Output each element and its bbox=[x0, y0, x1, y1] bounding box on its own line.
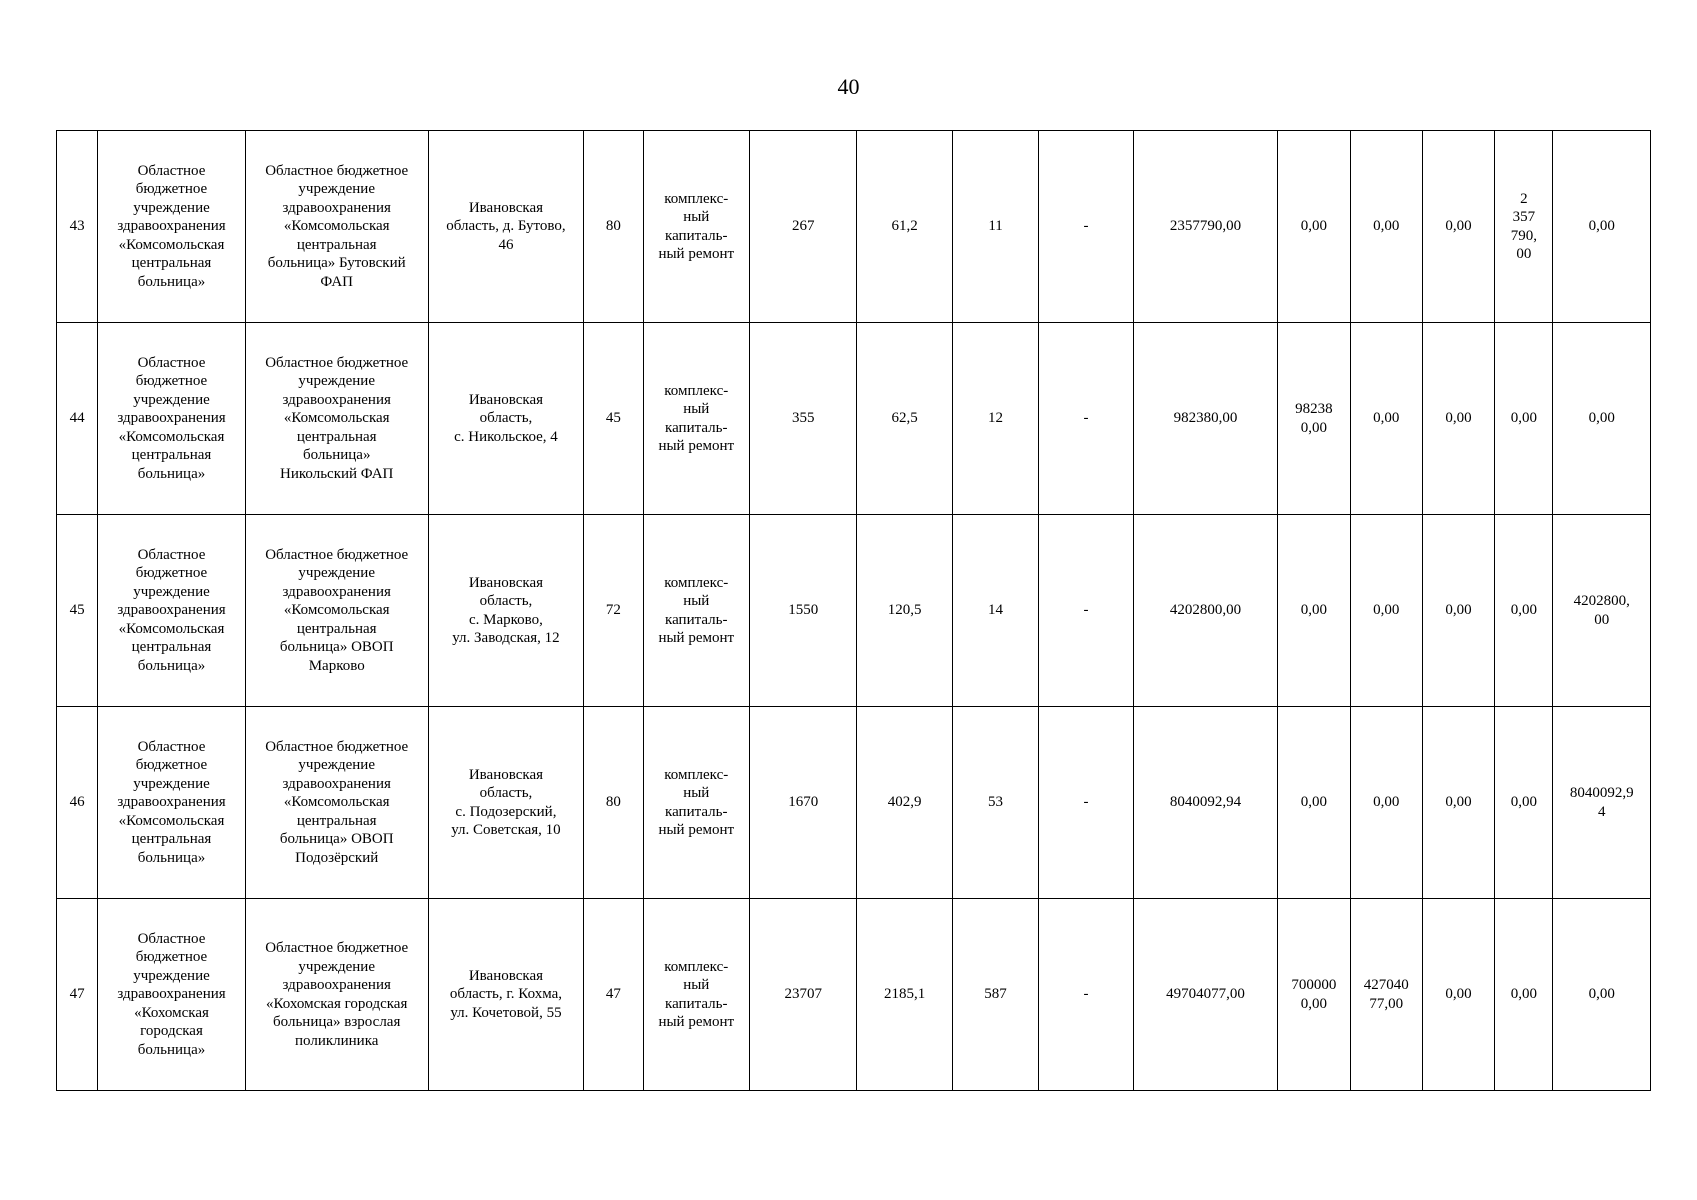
cell-num: 45 bbox=[57, 515, 98, 707]
table-row bbox=[57, 131, 1651, 323]
cell-object: Областное бюджетное учреждение здравоохранения «Комсомольская центральная больница» Никольский ФАП bbox=[245, 323, 428, 515]
cell-col7: 1670 bbox=[749, 707, 856, 899]
cell-organization: Областное бюджетное учреждение здравоохранения «Комсомольская центральная больница» bbox=[98, 515, 246, 707]
cell-object: Областное бюджетное учреждение здравоохранения «Комсомольская центральная больница» ОВОП Подозёрский bbox=[245, 707, 428, 899]
cell-col10: - bbox=[1039, 131, 1133, 323]
cell-col8: 61,2 bbox=[857, 131, 952, 323]
cell-col10: - bbox=[1039, 323, 1133, 515]
cell-organization: Областное бюджетное учреждение здравоохранения «Комсомольская центральная больница» bbox=[98, 323, 246, 515]
cell-col10: - bbox=[1039, 515, 1133, 707]
cell-col16: 8040092,9 4 bbox=[1553, 707, 1651, 899]
cell-col8: 120,5 bbox=[857, 515, 952, 707]
cell-work-type: комплекс- ный капиталь- ный ремонт bbox=[643, 323, 749, 515]
cell-col14: 0,00 bbox=[1422, 707, 1494, 899]
cell-address: Ивановская область, г. Кохма, ул. Кочетовой, 55 bbox=[428, 899, 584, 1091]
cell-address: Ивановская область, с. Никольское, 4 bbox=[428, 323, 584, 515]
cell-work-type: комплекс- ный капиталь- ный ремонт bbox=[643, 707, 749, 899]
cell-total: 982380,00 bbox=[1133, 323, 1278, 515]
cell-col15: 0,00 bbox=[1495, 515, 1553, 707]
cell-object: Областное бюджетное учреждение здравоохранения «Комсомольская центральная больница» Бутовский ФАП bbox=[245, 131, 428, 323]
cell-col12: 700000 0,00 bbox=[1278, 899, 1350, 1091]
cell-col15: 0,00 bbox=[1495, 323, 1553, 515]
cell-col9: 14 bbox=[952, 515, 1038, 707]
cell-col8: 402,9 bbox=[857, 707, 952, 899]
cell-num: 44 bbox=[57, 323, 98, 515]
cell-col14: 0,00 bbox=[1422, 323, 1494, 515]
cell-col16: 0,00 bbox=[1553, 323, 1651, 515]
cell-col9: 53 bbox=[952, 707, 1038, 899]
cell-col9: 12 bbox=[952, 323, 1038, 515]
table-row bbox=[57, 707, 1651, 899]
cell-col5: 80 bbox=[584, 131, 643, 323]
cell-col15: 0,00 bbox=[1495, 899, 1553, 1091]
cell-work-type: комплекс- ный капиталь- ный ремонт bbox=[643, 515, 749, 707]
page-number: 40 bbox=[837, 74, 860, 99]
objects-table bbox=[56, 130, 1651, 1091]
cell-object: Областное бюджетное учреждение здравоохранения «Комсомольская центральная больница» ОВОП Марково bbox=[245, 515, 428, 707]
cell-total: 2357790,00 bbox=[1133, 131, 1278, 323]
cell-col14: 0,00 bbox=[1422, 131, 1494, 323]
cell-address: Ивановская область, д. Бутово, 46 bbox=[428, 131, 584, 323]
cell-organization: Областное бюджетное учреждение здравоохранения «Кохомская городская больница» bbox=[98, 899, 246, 1091]
cell-num: 47 bbox=[57, 899, 98, 1091]
cell-col10: - bbox=[1039, 707, 1133, 899]
cell-col15: 2 357 790, 00 bbox=[1495, 131, 1553, 323]
cell-col12: 0,00 bbox=[1278, 131, 1350, 323]
cell-col5: 80 bbox=[584, 707, 643, 899]
cell-col16: 4202800, 00 bbox=[1553, 515, 1651, 707]
cell-col12: 0,00 bbox=[1278, 707, 1350, 899]
cell-col5: 47 bbox=[584, 899, 643, 1091]
cell-col5: 72 bbox=[584, 515, 643, 707]
cell-organization: Областное бюджетное учреждение здравоохранения «Комсомольская центральная больница» bbox=[98, 131, 246, 323]
cell-col7: 267 bbox=[749, 131, 856, 323]
cell-address: Ивановская область, с. Подозерский, ул. Советская, 10 bbox=[428, 707, 584, 899]
cell-total: 4202800,00 bbox=[1133, 515, 1278, 707]
cell-col12: 0,00 bbox=[1278, 515, 1350, 707]
cell-col13: 0,00 bbox=[1350, 323, 1422, 515]
cell-col5: 45 bbox=[584, 323, 643, 515]
cell-col9: 587 bbox=[952, 899, 1038, 1091]
cell-col13: 0,00 bbox=[1350, 515, 1422, 707]
cell-col16: 0,00 bbox=[1553, 131, 1651, 323]
cell-num: 43 bbox=[57, 131, 98, 323]
table-row bbox=[57, 515, 1651, 707]
cell-col14: 0,00 bbox=[1422, 899, 1494, 1091]
cell-col15: 0,00 bbox=[1495, 707, 1553, 899]
cell-work-type: комплекс- ный капиталь- ный ремонт bbox=[643, 131, 749, 323]
cell-col16: 0,00 bbox=[1553, 899, 1651, 1091]
table-row bbox=[57, 899, 1651, 1091]
table-row bbox=[57, 323, 1651, 515]
cell-col13: 427040 77,00 bbox=[1350, 899, 1422, 1091]
cell-col7: 23707 bbox=[749, 899, 856, 1091]
cell-col7: 355 bbox=[749, 323, 856, 515]
cell-col10: - bbox=[1039, 899, 1133, 1091]
cell-organization: Областное бюджетное учреждение здравоохранения «Комсомольская центральная больница» bbox=[98, 707, 246, 899]
cell-total: 8040092,94 bbox=[1133, 707, 1278, 899]
cell-col7: 1550 bbox=[749, 515, 856, 707]
cell-address: Ивановская область, с. Марково, ул. Заводская, 12 bbox=[428, 515, 584, 707]
cell-total: 49704077,00 bbox=[1133, 899, 1278, 1091]
cell-col13: 0,00 bbox=[1350, 131, 1422, 323]
cell-col8: 62,5 bbox=[857, 323, 952, 515]
cell-col12: 98238 0,00 bbox=[1278, 323, 1350, 515]
cell-num: 46 bbox=[57, 707, 98, 899]
cell-col8: 2185,1 bbox=[857, 899, 952, 1091]
cell-col13: 0,00 bbox=[1350, 707, 1422, 899]
cell-work-type: комплекс- ный капиталь- ный ремонт bbox=[643, 899, 749, 1091]
cell-col9: 11 bbox=[952, 131, 1038, 323]
cell-object: Областное бюджетное учреждение здравоохранения «Кохомская городская больница» взрослая поликлиника bbox=[245, 899, 428, 1091]
cell-col14: 0,00 bbox=[1422, 515, 1494, 707]
